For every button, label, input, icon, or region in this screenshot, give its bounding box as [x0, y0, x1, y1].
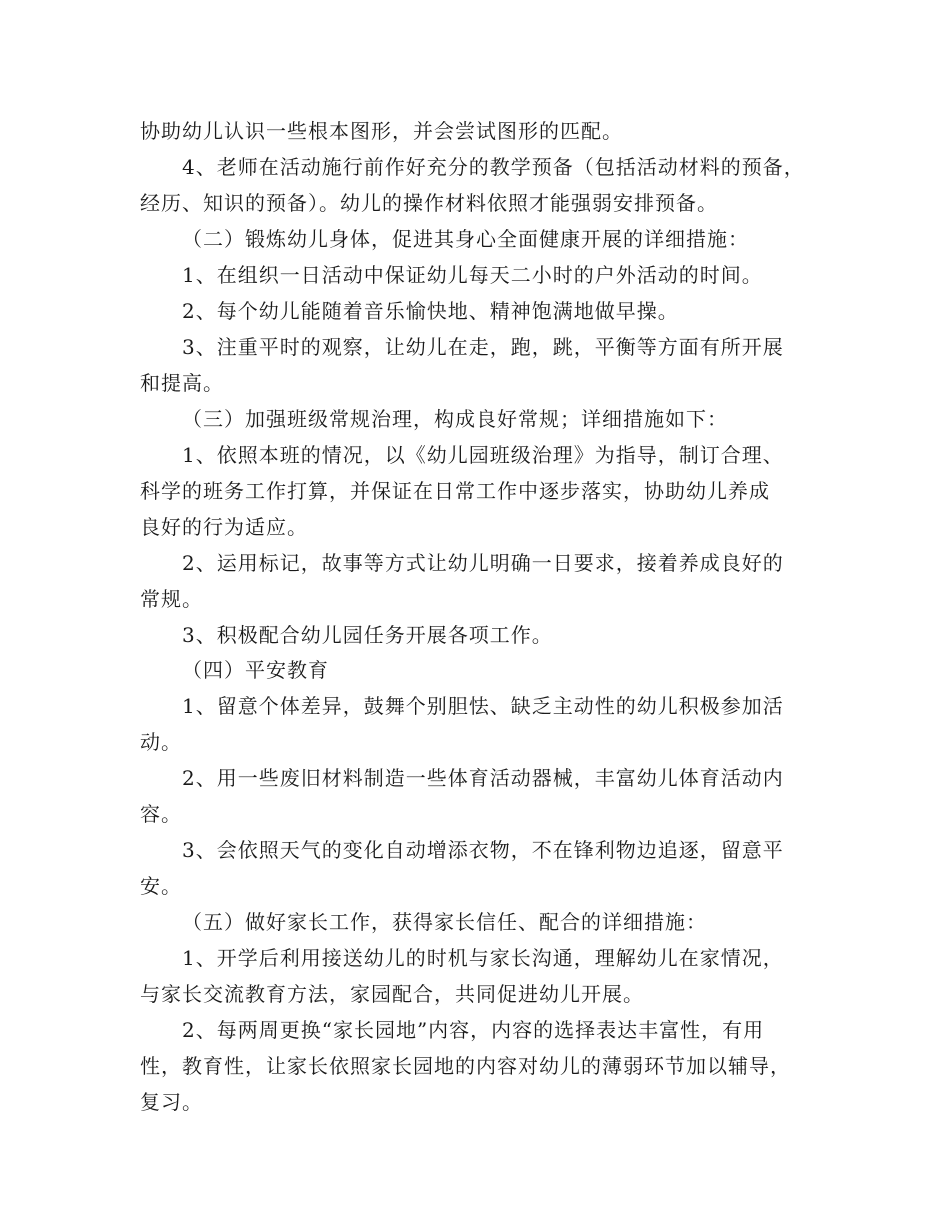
text-line: 2、运用标记，故事等方式让幼儿明确一日要求，接着养成良好的 [182, 551, 784, 575]
text-line: 与家长交流教育方法，家园配合，共同促进幼儿开展。 [140, 982, 644, 1006]
section-heading-2: （二）锻炼幼儿身体，促进其身心全面健康开展的详细措施： [182, 227, 749, 251]
text-line: 1、留意个体差异，鼓舞个别胆怯、缺乏主动性的幼儿积极参加活 [182, 694, 784, 718]
section-heading-4: （四）平安教育 [182, 658, 329, 682]
text-line: 1、在组织一日活动中保证幼儿每天二小时的户外活动的时间。 [182, 263, 763, 287]
text-line: 容。 [140, 802, 182, 826]
text-line: 1、依照本班的情况，以《幼儿园班级治理》为指导，制订合理、 [182, 443, 784, 467]
section-heading-5: （五）做好家长工作，获得家长信任、配合的详细措施： [182, 910, 707, 934]
text-line: 2、用一些废旧材料制造一些体育活动器械，丰富幼儿体育活动内 [182, 766, 784, 790]
text-line: 1、开学后利用接送幼儿的时机与家长沟通，理解幼儿在家情况， [182, 946, 784, 970]
text-line: 复习。 [140, 1090, 203, 1114]
text-line: 良好的行为适应。 [140, 515, 308, 539]
text-line: 4、老师在活动施行前作好充分的教学预备（包括活动材料的预备， [182, 155, 805, 179]
text-line: 3、积极配合幼儿园任务开展各项工作。 [182, 623, 553, 647]
text-line: 2、每两周更换“家长园地”内容，内容的选择表达丰富性，有用 [182, 1018, 765, 1042]
text-line: 动。 [140, 730, 182, 754]
text-line: 经历、知识的预备）。幼儿的操作材料依照才能强弱安排预备。 [140, 191, 718, 215]
text-line: 协助幼儿认识一些根本图形，并会尝试图形的匹配。 [140, 119, 623, 143]
text-line: 常规。 [140, 587, 203, 611]
text-line: 安。 [140, 874, 182, 898]
text-line: 性，教育性，让家长依照家长园地的内容对幼儿的薄弱环节加以辅导， [140, 1054, 791, 1078]
text-line: 2、每个幼儿能随着音乐愉快地、精神饱满地做早操。 [182, 299, 679, 323]
text-line: 科学的班务工作打算，并保证在日常工作中逐步落实，协助幼儿养成 [140, 479, 770, 503]
text-line: 3、会依照天气的变化自动增添衣物，不在锋利物边追逐，留意平 [182, 838, 784, 862]
text-line: 3、注重平时的观察，让幼儿在走，跑，跳，平衡等方面有所开展 [182, 335, 784, 359]
section-heading-3: （三）加强班级常规治理，构成良好常规；详细措施如下： [182, 407, 728, 431]
text-line: 和提高。 [140, 371, 224, 395]
